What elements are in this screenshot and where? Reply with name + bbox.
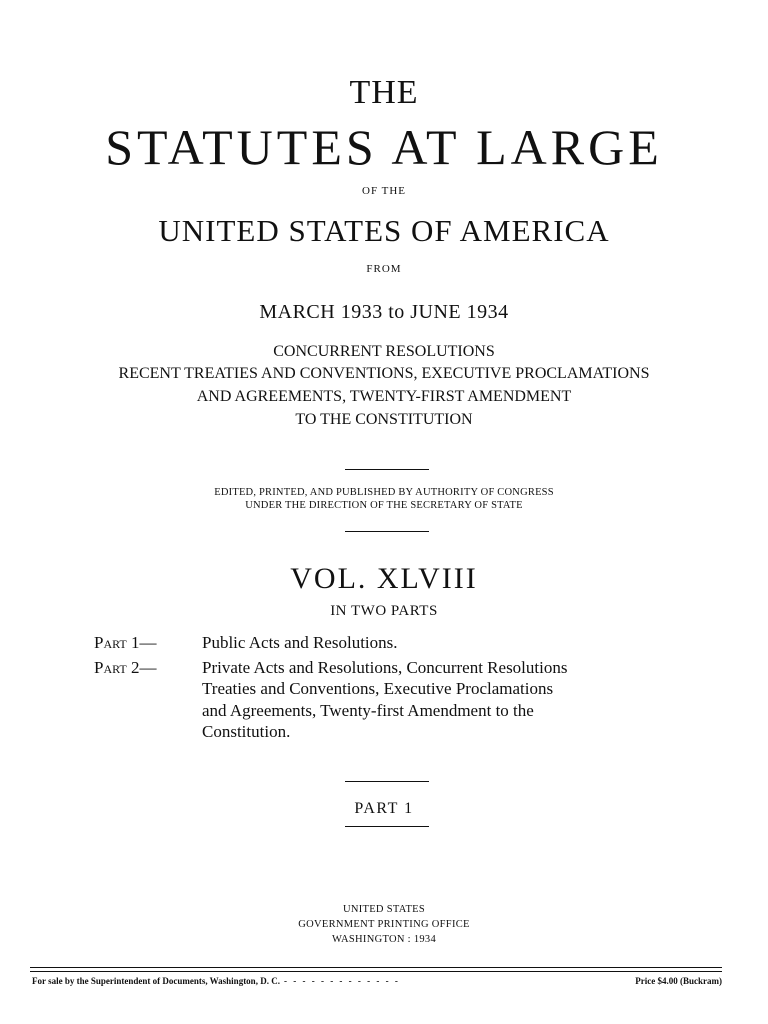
- divider-rule: [345, 826, 429, 827]
- parts-list: [94, 632, 714, 743]
- volume-label: VOL. XLVIII: [290, 562, 478, 595]
- divider-rule: [345, 531, 429, 532]
- divider-rule: [345, 781, 429, 782]
- part-2-description-line-1: Private Acts and Resolutions, Concurrent Resolutions: [202, 657, 568, 677]
- publisher-line-3: WASHINGTON : 1934: [331, 934, 437, 945]
- title-main: STATUTES AT LARGE: [105, 119, 663, 175]
- footer-sale-note: For sale by the Superintendent of Documents, Washington, D. C.: [32, 976, 280, 986]
- title-from: FROM: [366, 263, 402, 275]
- subtitle-line-1: CONCURRENT RESOLUTIONS: [273, 343, 495, 360]
- divider-rule: [345, 469, 429, 470]
- part-1-description: Public Acts and Resolutions.: [202, 633, 398, 652]
- part-2-description-line-4: Constitution.: [202, 722, 291, 741]
- current-part-label: PART 1: [354, 800, 414, 817]
- subtitle-line-2: RECENT TREATIES AND CONVENTIONS, EXECUTIVE PROCLAMATIONS: [118, 365, 650, 382]
- footer-rule: [30, 967, 722, 968]
- title-dates: MARCH 1933 to JUNE 1934: [259, 301, 509, 323]
- title-the: THE: [349, 74, 419, 111]
- publisher-line-2: GOVERNMENT PRINTING OFFICE: [298, 919, 470, 930]
- part-2-heading: Part 2—: [94, 657, 157, 677]
- subtitle-line-4: TO THE CONSTITUTION: [295, 411, 473, 428]
- part-1-entry: [94, 632, 714, 654]
- volume-parts-note: IN TWO PARTS: [330, 603, 438, 619]
- subtitle-line-3: AND AGREEMENTS, TWENTY-FIRST AMENDMENT: [196, 388, 572, 405]
- footer: [32, 976, 722, 986]
- part-1-heading: Part 1—: [94, 633, 157, 652]
- editorial-line-2: UNDER THE DIRECTION OF THE SECRETARY OF STATE: [245, 500, 523, 511]
- publisher-line-1: UNITED STATES: [342, 904, 426, 915]
- footer-dashes: - - - - - - - - - - - - -: [283, 976, 400, 986]
- footer-price: Price $4.00 (Buckram): [635, 976, 722, 986]
- footer-rule: [30, 971, 722, 972]
- part-2-description-line-2: Treaties and Conventions, Executive Proclamations: [202, 679, 554, 698]
- part-2-description-line-3: and Agreements, Twenty-first Amendment to the: [202, 700, 534, 720]
- title-of-the: OF THE: [362, 185, 406, 197]
- editorial-line-1: EDITED, PRINTED, AND PUBLISHED BY AUTHORITY OF CONGRESS: [214, 487, 554, 498]
- part-2-entry: [94, 657, 714, 679]
- title-country: UNITED STATES OF AMERICA: [158, 213, 610, 248]
